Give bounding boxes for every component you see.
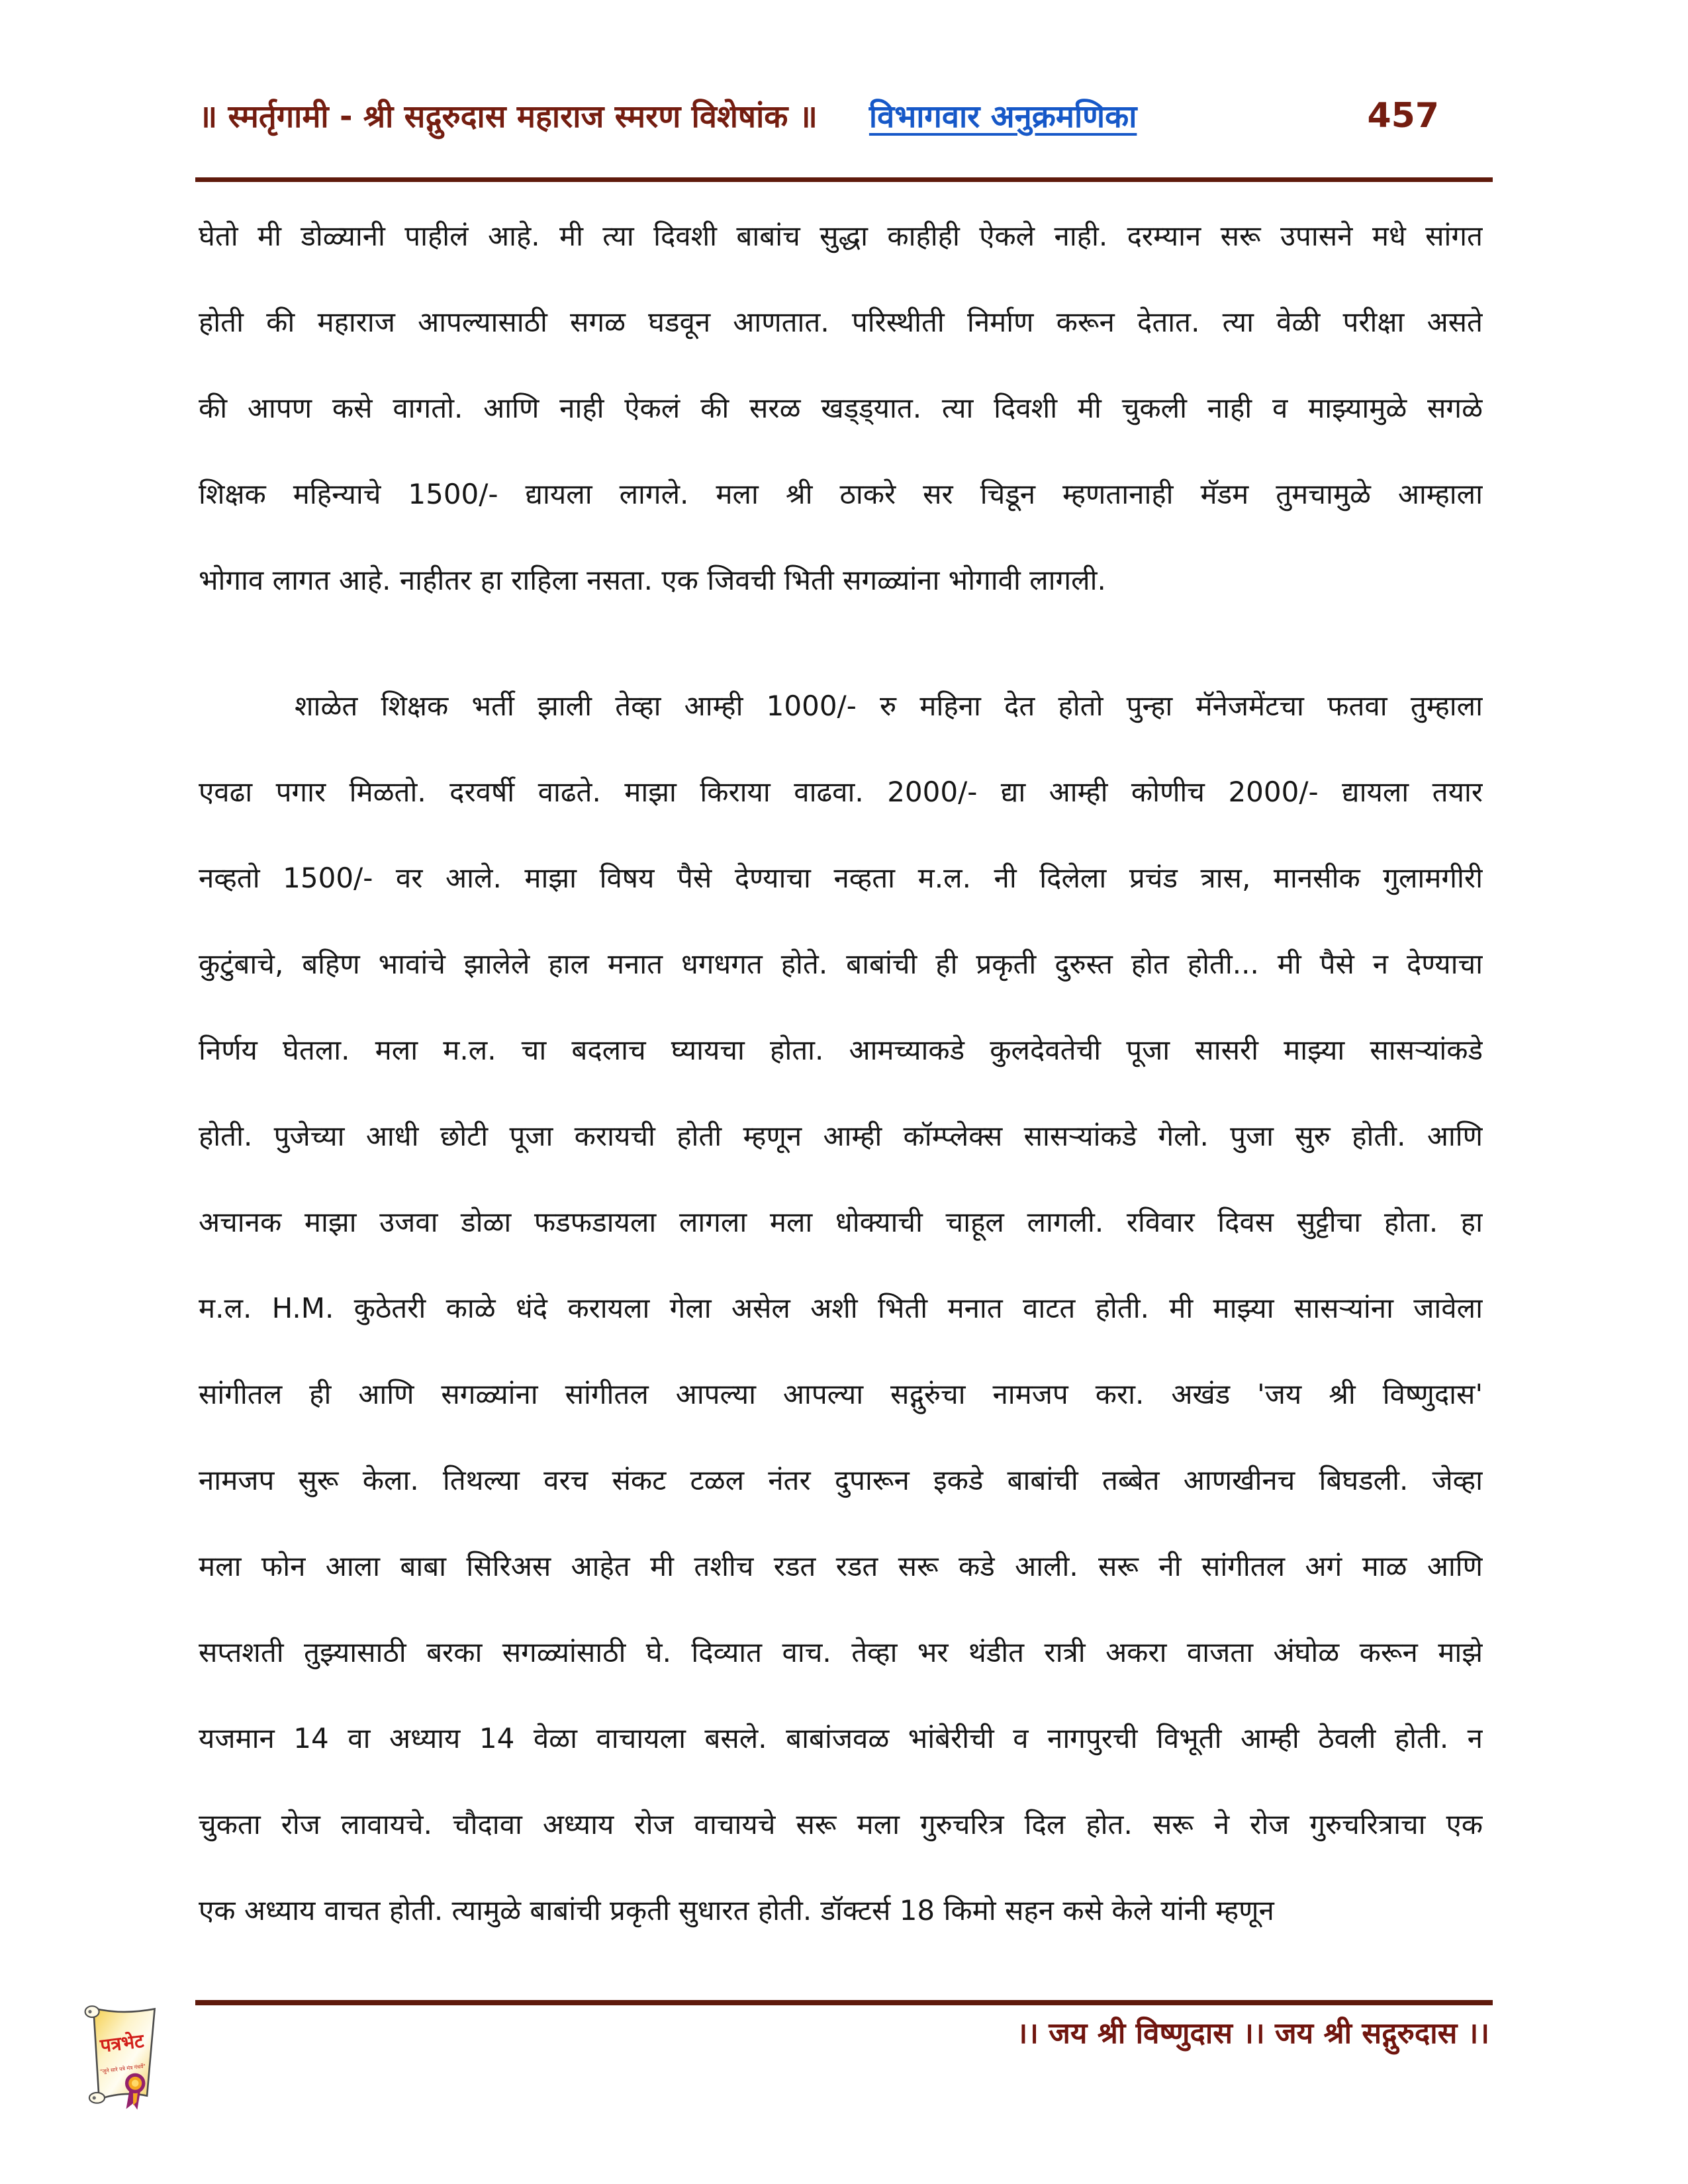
text-line: चुकता रोज लावायचे. चौदावा अध्याय रोज वाचायचे सरू मला गुरुचरित्र दिल होत. सरू ने रोज गुरुचरित्राचा एक [199, 1808, 1483, 1841]
text-line: सप्तशती तुझ्यासाठी बरका सगळ्यांसाठी घे. दिव्यात वाच. तेव्हा भर थंडीत रात्री अकरा वाजता अंघोळ करून माझे [199, 1636, 1483, 1668]
index-link[interactable]: विभागवार अनुक्रमणिका [868, 99, 1137, 135]
text-line: नव्हतो 1500/- वर आले. माझा विषय पैसे देण्याचा नव्हता म.ल. नी दिलेला प्रचंड त्रास, मानसीक गुलामगीरी [199, 862, 1483, 894]
text-line: म.ल. H.M. कुठेतरी काळे धंदे करायला गेला असेल अशी भिती मनात वाटत होती. मी माझ्या सासऱ्यांना जावेला [199, 1292, 1483, 1324]
article-body [199, 193, 1483, 1954]
logo-tagline: "जुने सारे पत्रे मंत्र गंधर्वे" [99, 2063, 146, 2075]
text-line: कुटुंबाचे, बहिण भावांचे झालेले हाल मनात धगधगत होते. बाबांची ही प्रकृती दुरुस्त होत होती... मी पैसे न देण्याचा [199, 948, 1483, 980]
paragraph [199, 193, 1483, 623]
text-line: शाळेत शिक्षक भर्ती झाली तेव्हा आम्ही 1000/- रु महिना देत होतो पुन्हा मॅनेजमेंटचा फतवा तुम्हाला [295, 690, 1483, 722]
text-line: की आपण कसे वागतो. आणि नाही ऐकलं की सरळ खड्ड्यात. त्या दिवशी मी चुकली नाही व माझ्यामुळे सगळे [199, 392, 1483, 424]
text-line: एवढा पगार मिळतो. दरवर्षी वाढते. माझा किराया वाढवा. 2000/- द्या आम्ही कोणीच 2000/- द्यायला तयार [199, 776, 1483, 808]
header-divider [195, 177, 1493, 182]
text-line: नामजप सुरू केला. तिथल्या वरच संकट टळल नंतर दुपारून इकडे बाबांची तब्बेत आणखीनच बिघडली. जेव्हा [199, 1464, 1483, 1496]
text-line: यजमान 14 वा अध्याय 14 वेळा वाचायला बसले. बाबांजवळ भांबेरीची व नागपुरची विभूती आम्ही ठेवली होती. न [199, 1722, 1483, 1754]
scroll-graphic [85, 2006, 155, 2103]
paragraph [199, 663, 1483, 1954]
text-line: शिक्षक महिन्याचे 1500/- द्यायला लागले. मला श्री ठाकरे सर चिडून म्हणतानाही मॅडम तुमचामुळे आम्हाला [199, 478, 1483, 510]
text-line: होती की महाराज आपल्यासाठी सगळ घडवून आणतात. परिस्थीती निर्माण करून देतात. त्या वेळी परीक्षा असते [199, 306, 1483, 338]
text-line: अचानक माझा उजवा डोळा फडफडायला लागला मला धोक्याची चाहूल लागली. रविवार दिवस सुट्टीचा होता. हा [199, 1206, 1483, 1238]
page-number: 457 [1367, 96, 1439, 136]
footer-divider [195, 2000, 1493, 2005]
footer-blessing: ।। जय श्री विष्णुदास ।। जय श्री सद्गुरुदास ।। [1016, 2017, 1489, 2050]
text-line: निर्णय घेतला. मला म.ल. चा बदलाच घ्यायचा होता. आमच्याकडे कुलदेवतेची पूजा सासरी माझ्या सासऱ्यांकडे [199, 1034, 1483, 1066]
patrabhet-logo [78, 2003, 172, 2114]
page-title: ॥ स्मर्तृगामी - श्री सद्गुरुदास महाराज स्मरण विशेषांक ॥ [199, 99, 818, 135]
text-line: सांगीतल ही आणि सगळ्यांना सांगीतल आपल्या आपल्या सद्गुरुंचा नामजप करा. अखंड 'जय श्री विष्णुदास' [199, 1378, 1483, 1410]
text-line: मला फोन आला बाबा सिरिअस आहेत मी तशीच रडत रडत सरू कडे आली. सरू नी सांगीतल अगं माळ आणि [199, 1550, 1483, 1582]
text-line: होती. पुजेच्या आधी छोटी पूजा करायची होती म्हणून आम्ही कॉम्प्लेक्स सासऱ्यांकडे गेलो. पुजा सुरु होती. आणि [199, 1120, 1483, 1152]
text-line: घेतो मी डोळ्यानी पाहीलं आहे. मी त्या दिवशी बाबांच सुद्धा काहीही ऐकले नाही. दरम्यान सरू उपासने मधे सांगत [199, 220, 1483, 252]
text-line: एक अध्याय वाचत होती. त्यामुळे बाबांची प्रकृती सुधारत होती. डॉक्टर्स 18 किमो सहन कसे केले यांनी म्हणून [199, 1894, 1274, 1927]
text-line: भोगाव लागत आहे. नाहीतर हा राहिला नसता. एक जिवची भिती सगळ्यांना भोगावी लागली. [199, 564, 1106, 596]
logo-title: पत्रभेट [99, 2030, 146, 2057]
page-header [199, 94, 1439, 136]
